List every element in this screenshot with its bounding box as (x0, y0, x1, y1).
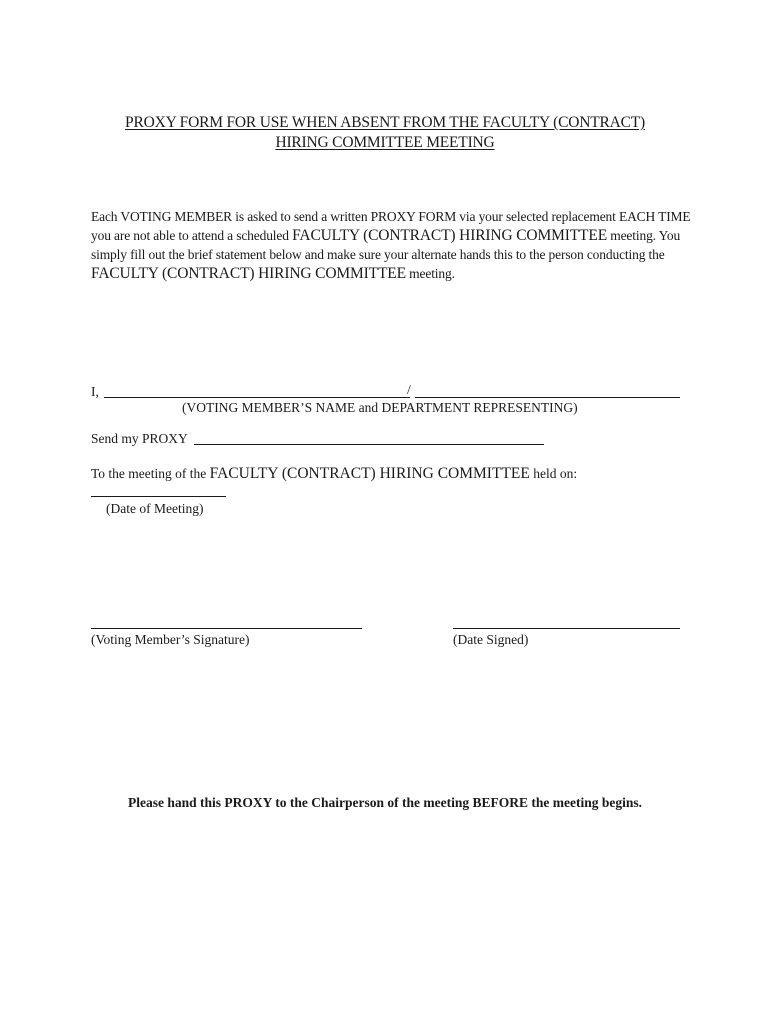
form-title-line-2: HIRING COMMITTEE MEETING (275, 134, 495, 151)
meeting-line-suffix: held on: (529, 466, 578, 481)
member-line-caption: (VOTING MEMBER’S NAME and DEPARTMENT REPRESENTING) (182, 400, 578, 415)
member-department-field[interactable] (415, 397, 680, 398)
intro-text-1: Each VOTING MEMBER is asked to send a written PROXY FORM via your selected replacement EACH TIME you are not able to attend a scheduled (91, 209, 691, 243)
meeting-date-field[interactable] (91, 496, 226, 497)
intro-text-3: meeting. (405, 266, 455, 281)
intro-paragraph (91, 207, 691, 283)
meeting-line-text (91, 465, 577, 482)
member-name-field[interactable] (104, 397, 410, 398)
member-signature-field[interactable] (91, 628, 362, 629)
member-signature-caption: (Voting Member’s Signature) (91, 632, 250, 647)
member-line-separator: / (407, 382, 411, 397)
intro-text-2: meeting. You simply fill out the brief statement below and make sure your alternate hands this to the person conducting the (91, 228, 681, 262)
closing-instruction: Please hand this PROXY to the Chairperson of the meeting BEFORE the meeting begins. (128, 795, 642, 810)
proxy-recipient-field[interactable] (194, 444, 544, 445)
date-signed-caption: (Date Signed) (453, 632, 529, 647)
intro-committee-name-2: FACULTY (CONTRACT) HIRING COMMITTEE (91, 265, 406, 282)
meeting-line-prefix: To the meeting of the (91, 466, 210, 481)
date-signed-field[interactable] (453, 628, 680, 629)
proxy-line-label: Send my PROXY (91, 431, 188, 446)
intro-committee-name-1: FACULTY (CONTRACT) HIRING COMMITTEE (292, 227, 608, 244)
meeting-line-committee: FACULTY (CONTRACT) HIRING COMMITTEE (209, 465, 530, 482)
form-title-line-1: PROXY FORM FOR USE WHEN ABSENT FROM THE FACULTY (CONTRACT) (125, 114, 645, 131)
member-line-prefix: I, (91, 384, 99, 399)
meeting-date-caption: (Date of Meeting) (106, 501, 204, 516)
